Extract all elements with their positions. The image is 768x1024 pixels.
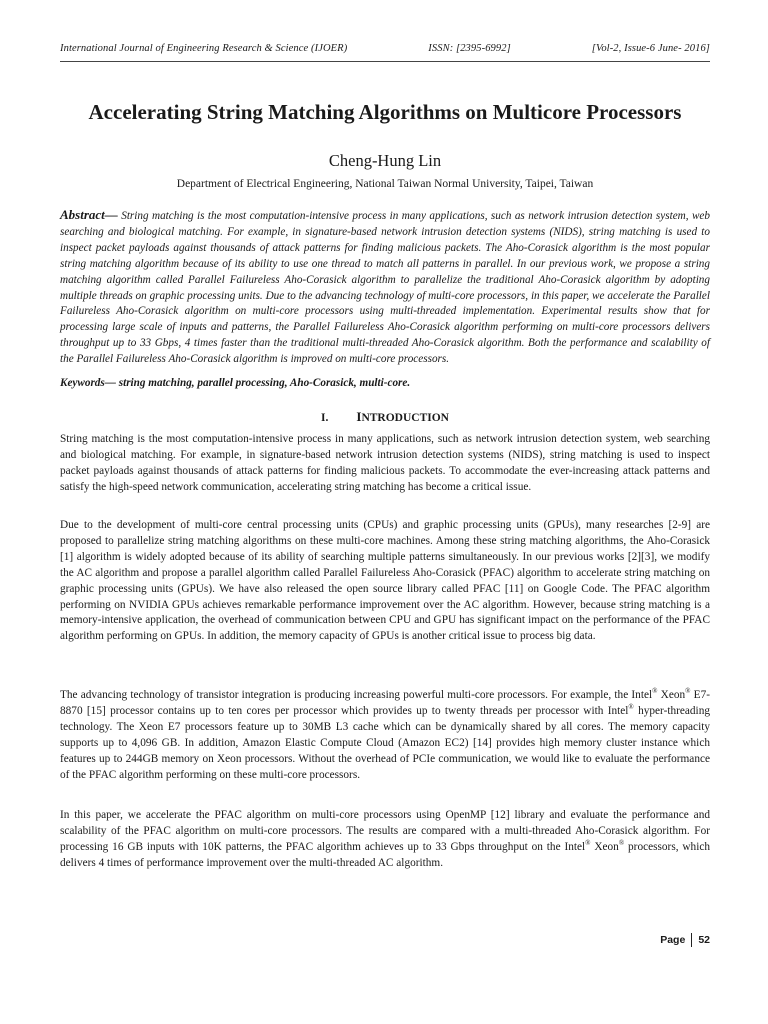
paragraph-4 [60,808,710,872]
registered-mark: ® [685,687,691,696]
paragraph-text: String matching is the most computation-intensive process in many applications, such as network intrusion detection system, web searching and biological matching. For example, in signature-based network intrusion detection systems (NIDS), string matching is used to inspect packet payloads against thousands of attack patterns for finding malicious packets. To accommodate the ever-increasing attack patterns and satisfy the high-speed network communication, accelerating string matching has become a critical issue. [60,433,710,493]
paragraph-text: In this paper, we accelerate the PFAC algorithm on multi-core processors using OpenMP [12] library and evaluate the performance and scalability of the PFAC algorithm on multi-core processors. The results are compared with a multi-threaded Aho-Corasick algorithm. For processing 16 GB inputs with 10K patterns, the PFAC algorithm achieves up to 33 Gbps throughput on the Intel® Xeon® processors, which delivers 4 times of performance improvement over the multi-threaded AC algorithm. [60,809,711,869]
paragraph-text: Due to the development of multi-core central processing units (CPUs) and graphic processing units (GPUs), many researches [2-9] are proposed to parallelize string matching algorithms on these multi-core machines. Among these string matching algorithms, the Aho-Corasick [1] algorithm is widely adopted because of its ability of searching multiple patterns simultaneously. In our previous works [2][3], we modify the AC algorithm and propose a parallel algorithm called Parallel Failureless Aho-Corasick (PFAC) algorithm to accelerate string matching on graphic processing units (GPUs). We have also released the open source library called PFAC [11] on Google Code. The PFAC algorithm performing on NVIDIA GPUs achieves remarkable performance improvement over the AC algorithm. However, because string matching is a memory-intensive application, the overhead of communication between CPU and GPU has significant impact on the performance of the PFAC algorithm performing on GPUs. In addition, the memory capacity of GPUs is another critical issue to process big data. [60,519,710,643]
page-footer [660,933,710,947]
paragraph-1 [60,432,710,496]
abstract-text: String matching is the most computation-intensive process in many applications, such as network intrusion detection system, web searching and biological matching. For example, in signature-based network intrusion detection systems (NIDS), string matching is used to inspect packet payloads against thousands of attack patterns for finding malicious packets. The Aho-Corasick algorithm is the most popular string matching algorithm because of its ability to use one thread to match all patterns in parallel. In our previous work, we propose a string matching algorithm called Parallel Failureless Aho-Corasick algorithm to parallelize the traditional Aho-Corasick algorithm by adopting multiple threads on graphic processing units. Due to the advancing technology of multi-core processors, in this paper, we accelerate the Parallel Failureless Aho-Corasick algorithm on multi-core processors using multi-threaded implementation. Experimental results show that for processing large scale of inputs and patterns, the Parallel Failureless Aho-Corasick algorithm performing on multi-core processors delivers throughput up to 33 Gbps, 4 times faster than the traditional multi-threaded Aho-Corasick algorithm. Both the performance and scalability of the Parallel Failureless Aho-Corasick algorithm is improved on multi-core processors. [60,210,710,366]
abstract-label: Abstract— [60,207,118,222]
journal-name: International Journal of Engineering Research & Science (IJOER) [60,43,348,54]
author-affiliation: Department of Electrical Engineering, National Taiwan Normal University, Taipei, Taiwan [176,178,594,190]
paragraph-2 [60,518,710,645]
section-number: I. [321,412,329,424]
issn: ISSN: [2395-6992] [428,43,511,54]
registered-mark: ® [652,687,658,696]
section-heading-introduction [60,409,710,425]
paragraph-3 [60,688,710,783]
header-rule [60,61,710,62]
page-label: Page [660,934,686,946]
paragraph-text: The advancing technology of transistor integration is producing increasing powerful multi-core processors. For example, the Intel® Xeon® E7-8870 [15] processor contains up to ten cores per processor which provides up to twenty threads per processor with Intel® hyper-threading technology. The Xeon E7 processors feature up to 30MB L3 cache which can be dynamically shared by all cores. The memory capacity supports up to 4,096 GB. In addition, Amazon Elastic Compute Cloud (Amazon EC2) [14] provides high memory cluster instance which features up to 244GB memory on Xeon processors. Without the overhead of PCIe communication, we would like to evaluate the performance of the PFAC algorithm performing on these multi-core processors. [60,687,710,781]
keywords: Keywords— string matching, parallel processing, Aho-Corasick, multi-core. [60,377,411,389]
abstract [60,207,710,368]
section-title-initial: I [356,409,362,424]
registered-mark: ® [585,839,591,848]
paper-title: Accelerating String Matching Algorithms on Multicore Processors [88,100,682,124]
registered-mark: ® [628,703,634,712]
paper-author: Cheng-Hung Lin [328,151,442,170]
registered-mark: ® [618,839,625,848]
section-title-rest: NTRODUCTION [361,412,449,424]
running-header [60,43,710,54]
volume-issue: [Vol-2, Issue-6 June- 2016] [591,43,710,54]
footer-divider [691,933,692,947]
page-number: 52 [698,934,710,946]
